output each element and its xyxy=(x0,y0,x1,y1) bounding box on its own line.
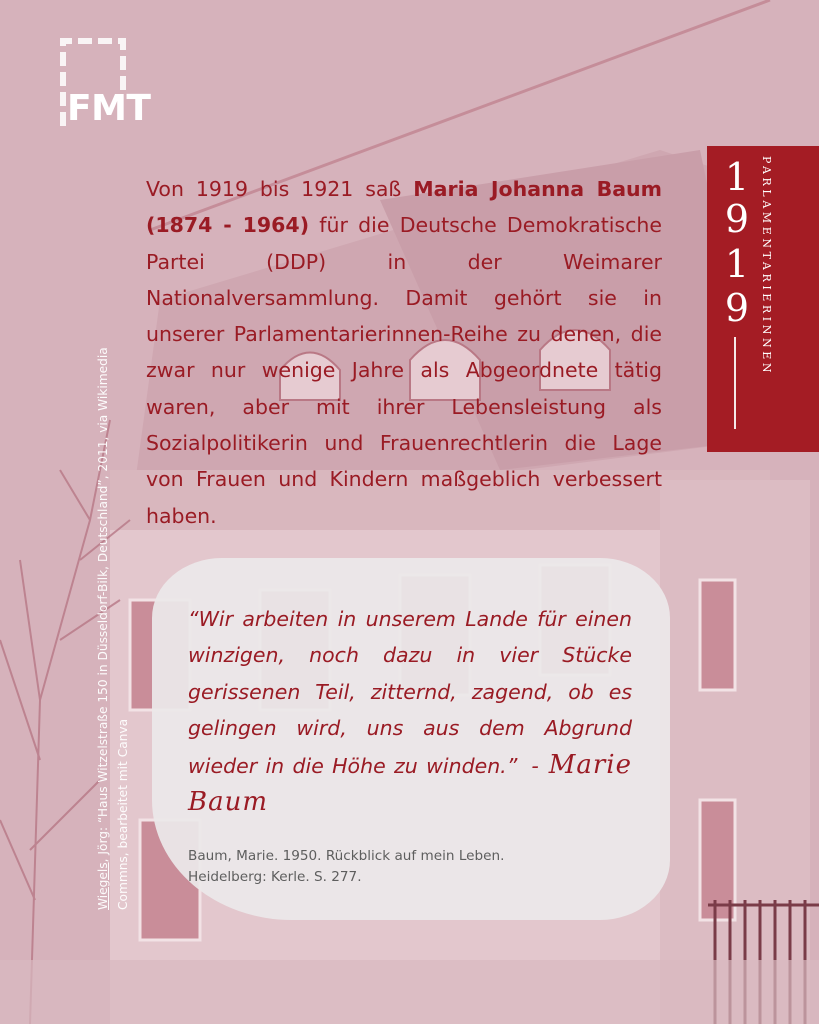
credit-author-link[interactable]: Wiegels xyxy=(96,862,110,910)
logo-text: FMT xyxy=(67,88,151,129)
quote-source xyxy=(188,846,608,888)
badge-divider xyxy=(734,337,736,429)
person-name: Maria Johanna Baum (1874 - 1964) xyxy=(146,177,663,238)
quote-dash: - xyxy=(531,753,539,778)
year-digit-3: 1 xyxy=(724,242,750,286)
year-digit-4: 9 xyxy=(724,286,750,330)
image-credit xyxy=(93,190,133,910)
source-line-1: Baum, Marie. 1950. Rückblick auf mein Leben. xyxy=(188,848,505,864)
year-digit-1: 1 xyxy=(724,155,750,199)
intro-text-rest: für die Deutsche Demokratische Partei (DDP) in der Weimarer Nationalversammlung. Damit gehört sie in unserer Parlamentarierinnen-Reihe zu denen, die zwar nur wenige Jahre als Abgeordnete tätig waren, aber mit ihrer Lebensleistung als Sozialpolitikerin und Frauenrechtlerin die Lage von Frauen und Kindern maßgeblich verbessert haben. xyxy=(146,213,662,528)
intro-paragraph xyxy=(146,171,662,534)
quote xyxy=(188,601,632,821)
credit-line-1: , Jörg: “Haus Witzelstraße 150 in Düsseldorf-Bilk, Deutschland”, 2011, via Wikimedia xyxy=(96,347,110,863)
source-line-2: Heidelberg: Kerle. S. 277. xyxy=(188,869,362,885)
quote-text: “Wir arbeiten in unserem Lande für einen winzigen, noch dazu in vier Stücke gerissenen Teil, zitternd, zagend, ob es gelingen wird, uns aus dem Abgrund wieder in die Höhe zu winden.” xyxy=(188,607,632,778)
series-label: PARLAMENTARIERINNEN xyxy=(760,156,773,377)
intro-text-start: Von 1919 bis 1921 saß xyxy=(146,177,414,201)
year-digit-2: 9 xyxy=(724,197,750,241)
quote-signature: Marie Baum xyxy=(188,749,632,818)
credit-line-2: Commns, bearbeitet mit Canva xyxy=(116,718,130,910)
